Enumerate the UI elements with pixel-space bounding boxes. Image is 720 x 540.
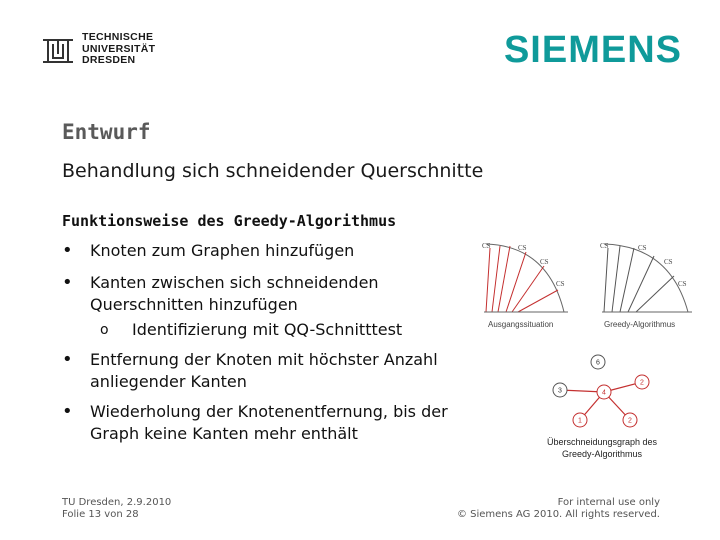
graph-node-label: 2 xyxy=(628,417,632,425)
svg-text:CS: CS xyxy=(678,280,687,288)
svg-text:CS: CS xyxy=(556,280,565,288)
graph-node-label: 4 xyxy=(602,389,606,397)
svg-text:CS: CS xyxy=(638,244,647,252)
graph-caption-line1: Überschneidungsgraph des xyxy=(546,437,658,447)
left-figure-caption: Ausgangssituation xyxy=(488,320,554,329)
svg-text:CS: CS xyxy=(664,258,673,266)
bullet-dot-icon: • xyxy=(62,401,73,422)
footer-usage-note: For internal use only xyxy=(557,497,660,508)
graph-node-label: 3 xyxy=(558,387,562,395)
svg-text:CS: CS xyxy=(518,244,527,252)
graph-caption-line2: Greedy-Algorithmus xyxy=(561,449,643,459)
sub-bullet-circle-icon: o xyxy=(100,322,109,338)
tu-dresden-logo xyxy=(40,32,170,72)
bullet-text: Kanten zwischen sich schneidenden Querschnitten hinzufügen xyxy=(90,273,379,314)
tud-line1: TECHNISCHE xyxy=(82,31,154,43)
graph-node-label: 6 xyxy=(596,359,600,367)
right-figure-caption: Greedy-Algorithmus xyxy=(604,320,676,329)
footer-date: TU Dresden, 2.9.2010 xyxy=(62,497,172,508)
footer-slide-number: Folie 13 von 28 xyxy=(62,509,139,520)
greedy-result-diagram xyxy=(598,236,694,320)
bullet-dot-icon: • xyxy=(62,272,73,293)
bullet-text: Knoten zum Graphen hinzufügen xyxy=(90,241,355,260)
bullet-text: Wiederholung der Knotenentfernung, bis der Graph keine Kanten mehr enthält xyxy=(90,402,448,443)
tu-dresden-emblem-icon xyxy=(40,34,76,68)
footer-copyright: © Siemens AG 2010. All rights reserved. xyxy=(456,509,660,520)
footer-right xyxy=(457,497,660,521)
graph-node-label: 1 xyxy=(578,417,582,425)
svg-text:CS: CS xyxy=(540,258,549,266)
graph-caption xyxy=(532,436,672,460)
tud-line3: DRESDEN xyxy=(82,54,136,66)
sub-bullet-text: Identifizierung mit QQ-Schnitttest xyxy=(132,320,403,339)
svg-text:CS: CS xyxy=(482,242,491,250)
slide-subtitle: Behandlung sich schneidender Querschnitte xyxy=(62,160,484,182)
intersection-graph xyxy=(546,348,666,434)
svg-text:CS: CS xyxy=(600,242,609,250)
siemens-logo: SIEMENS xyxy=(503,29,682,71)
slide-title: Entwurf xyxy=(62,120,151,144)
initial-situation-diagram xyxy=(478,236,570,320)
section-heading: Funktionsweise des Greedy-Algorithmus xyxy=(62,212,397,230)
footer-left xyxy=(62,497,171,521)
bullet-dot-icon: • xyxy=(62,349,73,370)
tu-dresden-wordmark xyxy=(82,32,155,67)
graph-node-label: 2 xyxy=(640,379,644,387)
tud-line2: UNIVERSITÄT xyxy=(82,42,156,55)
bullet-dot-icon: • xyxy=(62,240,73,261)
bullet-text: Entfernung der Knoten mit höchster Anzahl anliegender Kanten xyxy=(90,350,438,391)
